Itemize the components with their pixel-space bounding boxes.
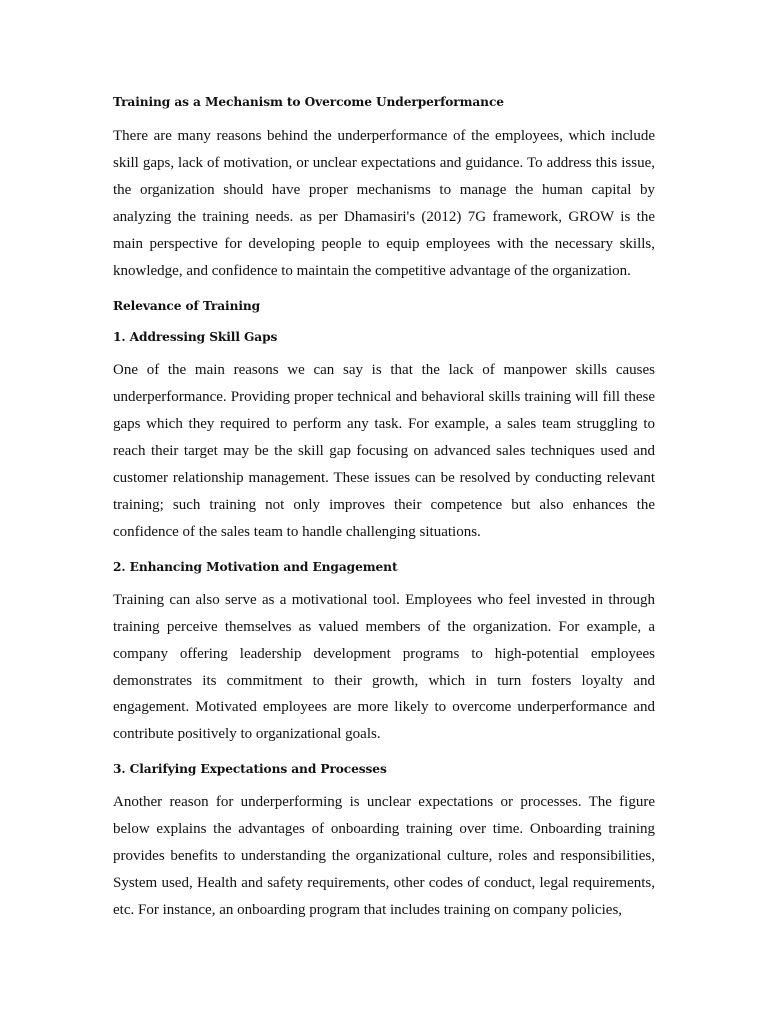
section-body-expectations: Another reason for underperforming is unclear expectations or processes. The figure below explains the advantages of onboarding training over time. Onboarding training provides benefits to understanding the organizational culture, roles and responsibilities, System used, Health and safety requirements, other codes of conduct, legal requirements, etc. For instance, an onboarding program that includes training on company policies, bbox=[113, 794, 655, 918]
section-heading-expectations: 3. Clarifying Expectations and Processes bbox=[113, 762, 387, 777]
document-title: Training as a Mechanism to Overcome Underperformance bbox=[113, 95, 504, 109]
document-page bbox=[113, 92, 655, 924]
relevance-heading: Relevance of Training bbox=[113, 299, 261, 314]
intro-paragraph: There are many reasons behind the underperformance of the employees, which include skill gaps, lack of motivation, or unclear expectations and guidance. To address this issue, the organization should have proper mechanisms to manage the human capital by analyzing the training needs. as per Dhamasiri's (2012) 7G framework, GROW is the main perspective for developing people to equip employees with the necessary skills, knowledge, and confidence to maintain the competitive advantage of the organization. bbox=[113, 128, 655, 279]
section-body-skill-gaps: One of the main reasons we can say is that the lack of manpower skills causes underperformance. Providing proper technical and behavioral skills training will fill these gaps which they required to perform any task. For example, a sales team struggling to reach their target may be the skill gap focusing on advanced sales techniques used and customer relationship management. These issues can be resolved by conducting relevant training; such training not only improves their competence but also enhances the confidence of the sales team to handle challenging situations. bbox=[113, 362, 655, 540]
section-heading-skill-gaps: 1. Addressing Skill Gaps bbox=[113, 330, 278, 345]
section-heading-motivation: 2. Enhancing Motivation and Engagement bbox=[113, 559, 398, 574]
section-body-motivation: Training can also serve as a motivational tool. Employees who feel invested in through training perceive themselves as valued members of the organization. For example, a company offering leadership development programs to high-potential employees demonstrates its commitment to their growth, which in turn fosters loyalty and engagement. Motivated employees are more likely to overcome underperformance and contribute positively to organizational goals. bbox=[113, 591, 655, 743]
